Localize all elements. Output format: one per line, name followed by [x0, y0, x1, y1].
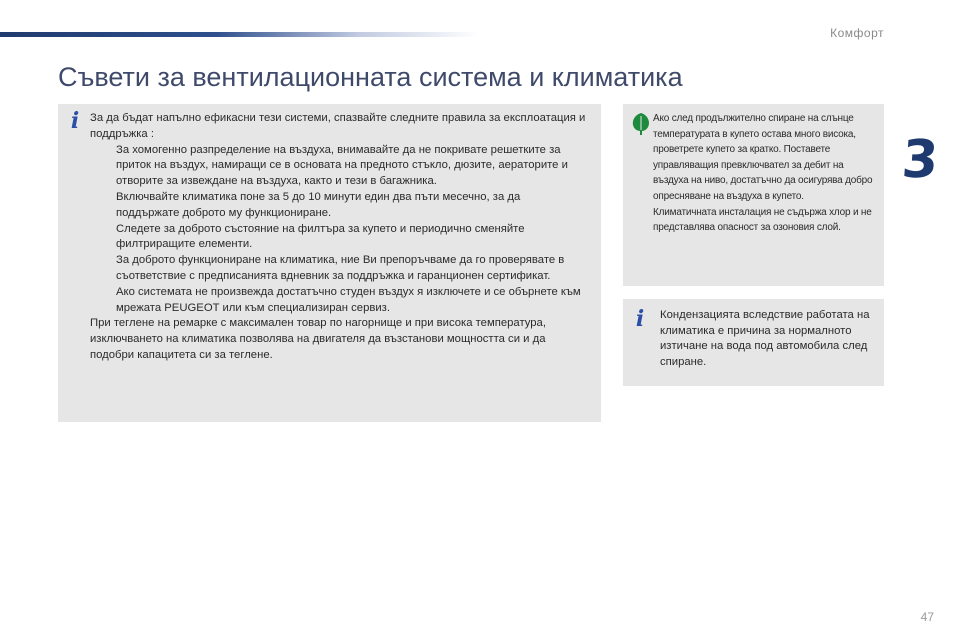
list-item — [90, 222, 586, 254]
list-item-text: Ако системата не произвежда достатъчно студен въздух я изключете и се обърнете към мрежата PEUGEOT или към специализиран сервиз. — [116, 285, 581, 314]
chapter-number: 3 — [899, 130, 941, 190]
info-icon: i — [70, 108, 80, 134]
condensation-info-text: Кондензацията вследствие работата на климатика е причина за нормалното изтичане на вода под автомобила след спиране. — [660, 309, 870, 368]
list-item — [90, 190, 586, 222]
header-accent-bar — [0, 32, 480, 37]
list-item — [90, 285, 586, 317]
leaf-icon — [630, 112, 652, 136]
list-item — [90, 143, 586, 190]
advice-list — [90, 143, 586, 317]
eco-paragraph: Ако след продължително спиране на слънце температурата в купето остава много висока, проветрете купето за кратко. Поставете управляващия превключвател за дебит на въздуха на ниво, достатъчно да осигурява добро опресняване на въздуха в купето. — [653, 113, 873, 202]
page-title: Съвети за вентилационната система и климатика — [58, 62, 683, 92]
list-item — [90, 253, 586, 285]
eco-paragraph: Климатичната инсталация не съдържа хлор и не представлява опасност за озоновия слой. — [653, 206, 872, 234]
condensation-info-box — [623, 299, 884, 386]
page-number: 47 — [920, 610, 934, 624]
maintenance-advice-text — [90, 111, 586, 364]
list-item-text: За доброто функциониране на климатика, ние Ви препоръчваме да го проверявате в съответствие с предписанията вдневник за поддръжка и гаранционен сертификат. — [116, 254, 565, 282]
outro-paragraph: При теглене на ремарке с максимален товар по нагорнище и при висока температура, изключването на климатика позволява на двигателя да възстанови мощността си и да подобри капацитета си за теглене. — [90, 317, 546, 361]
section-title: Комфорт — [830, 26, 884, 40]
list-item-text: Следете за доброто състояние на филтъра за купето и периодично сменяйте филтриращите елементи. — [116, 222, 525, 251]
eco-advice-text — [653, 111, 878, 236]
maintenance-advice-box — [58, 104, 601, 422]
intro-paragraph: За да бъдат напълно ефикасни тези системи, спазвайте следните правила за експлоатация и поддръжка : — [90, 112, 586, 140]
list-item-text: За хомогенно разпределение на въздуха, внимавайте да не покривате решетките за приток на въздух, намиращи се в основата на предното стъкло, дюзите, аераторите и отворите за извеждане на въздуха, както и тези в багажника. — [116, 143, 568, 188]
info-icon: i — [635, 306, 645, 332]
list-item-text: Включвайте климатика поне за 5 до 10 минути един два пъти месечно, за да поддържате доброто му функциониране. — [116, 190, 521, 219]
eco-advice-box — [623, 104, 884, 286]
